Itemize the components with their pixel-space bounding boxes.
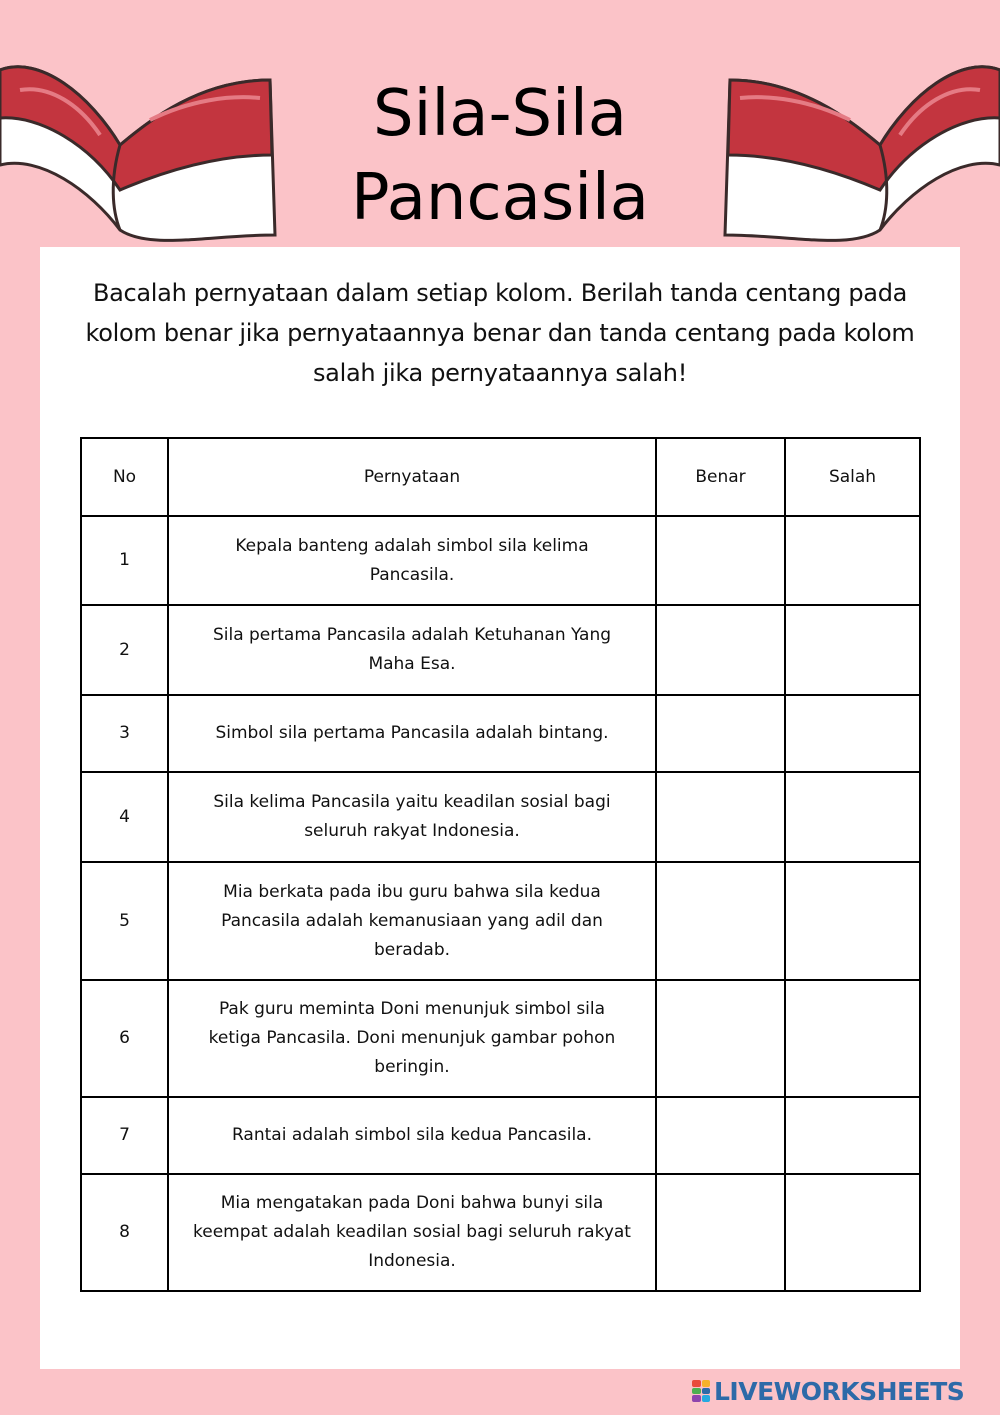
liveworksheets-logo [692,1376,964,1406]
row-statement: Sila kelima Pancasila yaitu keadilan sosial bagi seluruh rakyat Indonesia. [168,772,656,862]
table-row [81,980,920,1097]
title-line-1: Sila-Sila [373,77,627,151]
row-number: 5 [81,862,168,980]
table-row [81,605,920,695]
salah-checkbox-cell[interactable] [785,772,920,862]
header-true: Benar [656,438,785,516]
liveworksheets-logo-icon [692,1380,710,1402]
table-row [81,772,920,862]
row-number: 1 [81,516,168,605]
salah-checkbox-cell[interactable] [785,1174,920,1291]
page-title [0,72,1000,240]
row-statement: Mia mengatakan pada Doni bahwa bunyi sila keempat adalah keadilan sosial bagi seluruh rakyat Indonesia. [168,1174,656,1291]
logo-text: LIVEWORKSHEETS [714,1376,965,1406]
benar-checkbox-cell[interactable] [656,772,785,862]
salah-checkbox-cell[interactable] [785,862,920,980]
row-number: 3 [81,695,168,772]
benar-checkbox-cell[interactable] [656,605,785,695]
instructions-text: Bacalah pernyataan dalam setiap kolom. Berilah tanda centang pada kolom benar jika pernyataannya benar dan tanda centang pada kolom salah jika pernyataannya salah! [85,279,915,387]
benar-checkbox-cell[interactable] [656,516,785,605]
row-statement: Mia berkata pada ibu guru bahwa sila kedua Pancasila adalah kemanusiaan yang adil dan beradab. [168,862,656,980]
title-line-2: Pancasila [350,161,650,235]
benar-checkbox-cell[interactable] [656,1097,785,1174]
benar-checkbox-cell[interactable] [656,862,785,980]
salah-checkbox-cell[interactable] [785,605,920,695]
row-statement: Rantai adalah simbol sila kedua Pancasila. [168,1097,656,1174]
row-number: 2 [81,605,168,695]
header-false: Salah [785,438,920,516]
table-header-row [81,438,920,516]
benar-checkbox-cell[interactable] [656,980,785,1097]
table-row [81,862,920,980]
row-statement: Pak guru meminta Doni menunjuk simbol sila ketiga Pancasila. Doni menunjuk gambar pohon beringin. [168,980,656,1097]
benar-checkbox-cell[interactable] [656,695,785,772]
row-number: 4 [81,772,168,862]
header-no: No [81,438,168,516]
salah-checkbox-cell[interactable] [785,1097,920,1174]
benar-checkbox-cell[interactable] [656,1174,785,1291]
salah-checkbox-cell[interactable] [785,516,920,605]
row-statement: Simbol sila pertama Pancasila adalah bintang. [168,695,656,772]
table-row [81,1097,920,1174]
row-statement: Kepala banteng adalah simbol sila kelima Pancasila. [168,516,656,605]
row-number: 7 [81,1097,168,1174]
table-row [81,695,920,772]
statement-table [80,437,921,1292]
row-statement: Sila pertama Pancasila adalah Ketuhanan Yang Maha Esa. [168,605,656,695]
header-statement: Pernyataan [168,438,656,516]
row-number: 6 [81,980,168,1097]
row-number: 8 [81,1174,168,1291]
table-row [81,516,920,605]
salah-checkbox-cell[interactable] [785,980,920,1097]
salah-checkbox-cell[interactable] [785,695,920,772]
table-row [81,1174,920,1291]
